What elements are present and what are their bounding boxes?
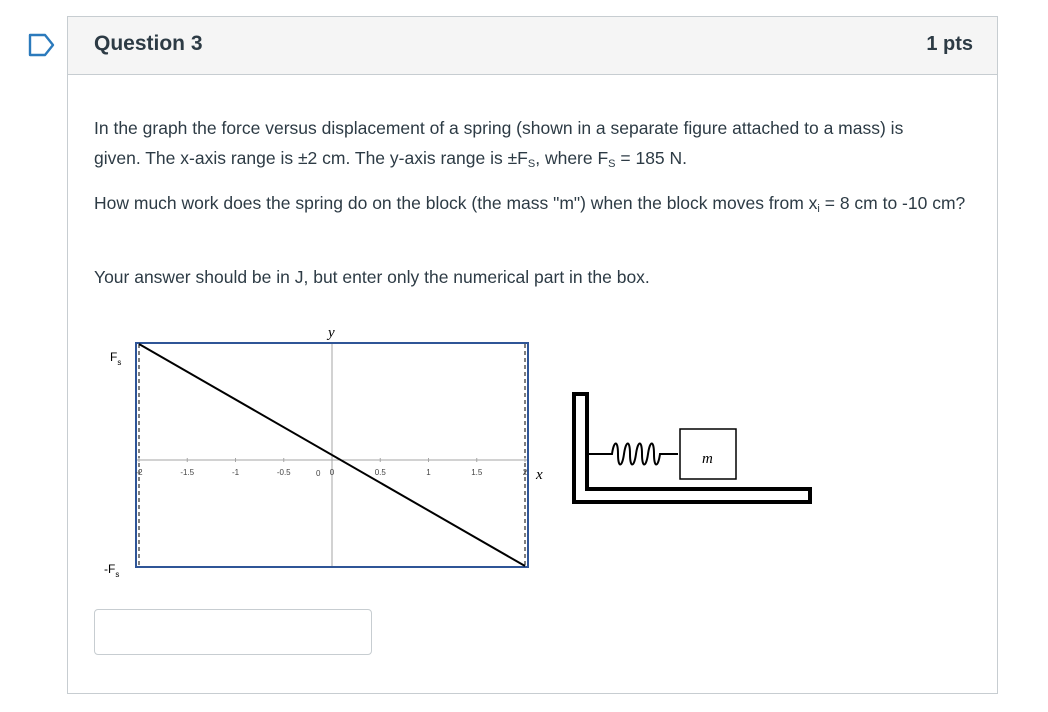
question-paragraph-3: Your answer should be in J, but enter only the numerical part in the box. — [94, 267, 650, 287]
spring-icon — [587, 444, 678, 465]
x-tick-group — [135, 458, 527, 477]
mass-label: m — [702, 451, 713, 467]
question-paragraph-1 — [94, 113, 954, 173]
spring-mass-diagram — [574, 394, 810, 504]
p1-text-c: = 185 N. — [615, 148, 688, 168]
x-tick-label: -1 — [231, 468, 240, 477]
x-tick-label: 1 — [426, 468, 431, 477]
question-card — [67, 16, 998, 694]
x-tick-label: -1.5 — [180, 468, 195, 477]
x-tick-label: -2 — [135, 468, 143, 477]
question-header — [68, 17, 997, 75]
force-displacement-graph — [90, 317, 850, 587]
p1-sub-1: S — [527, 158, 536, 170]
p1-text-a: In the graph the force versus displacement of a spring (shown in a separate figure attached to a mass) is given. The x-axis range is ±2 cm. The y-axis range is ±F — [94, 118, 904, 168]
question-title: Question 3 — [94, 32, 203, 55]
p1-text-b: , where F — [535, 148, 609, 168]
origin-label: 0 — [316, 469, 321, 478]
question-points: 1 pts — [926, 33, 973, 55]
x-tick-label: -0.5 — [276, 468, 291, 477]
x-tick-label: 0.5 — [374, 468, 386, 477]
p2-text-a: How much work does the spring do on the block (the mass "m") when the block moves from x — [94, 193, 818, 213]
answer-input[interactable] — [94, 609, 372, 655]
bookmark-flag-icon[interactable] — [28, 32, 56, 58]
x-tick-label: 1.5 — [471, 468, 483, 477]
p2-sub: i — [817, 203, 820, 215]
x-tick-label: 0 — [329, 468, 335, 477]
y-bottom-label: $-F_s$ — [104, 562, 120, 579]
p2-text-b: = 8 cm to -10 cm? — [819, 193, 966, 213]
y-top-label: $F_s$ — [110, 350, 122, 367]
y-axis-label: y — [328, 325, 335, 341]
question-paragraph-2 — [94, 188, 974, 218]
x-tick-label: 2 — [522, 468, 528, 477]
p1-sub-2: S — [608, 158, 616, 170]
x-axis-label: x — [536, 467, 543, 483]
question-figure — [90, 317, 850, 587]
